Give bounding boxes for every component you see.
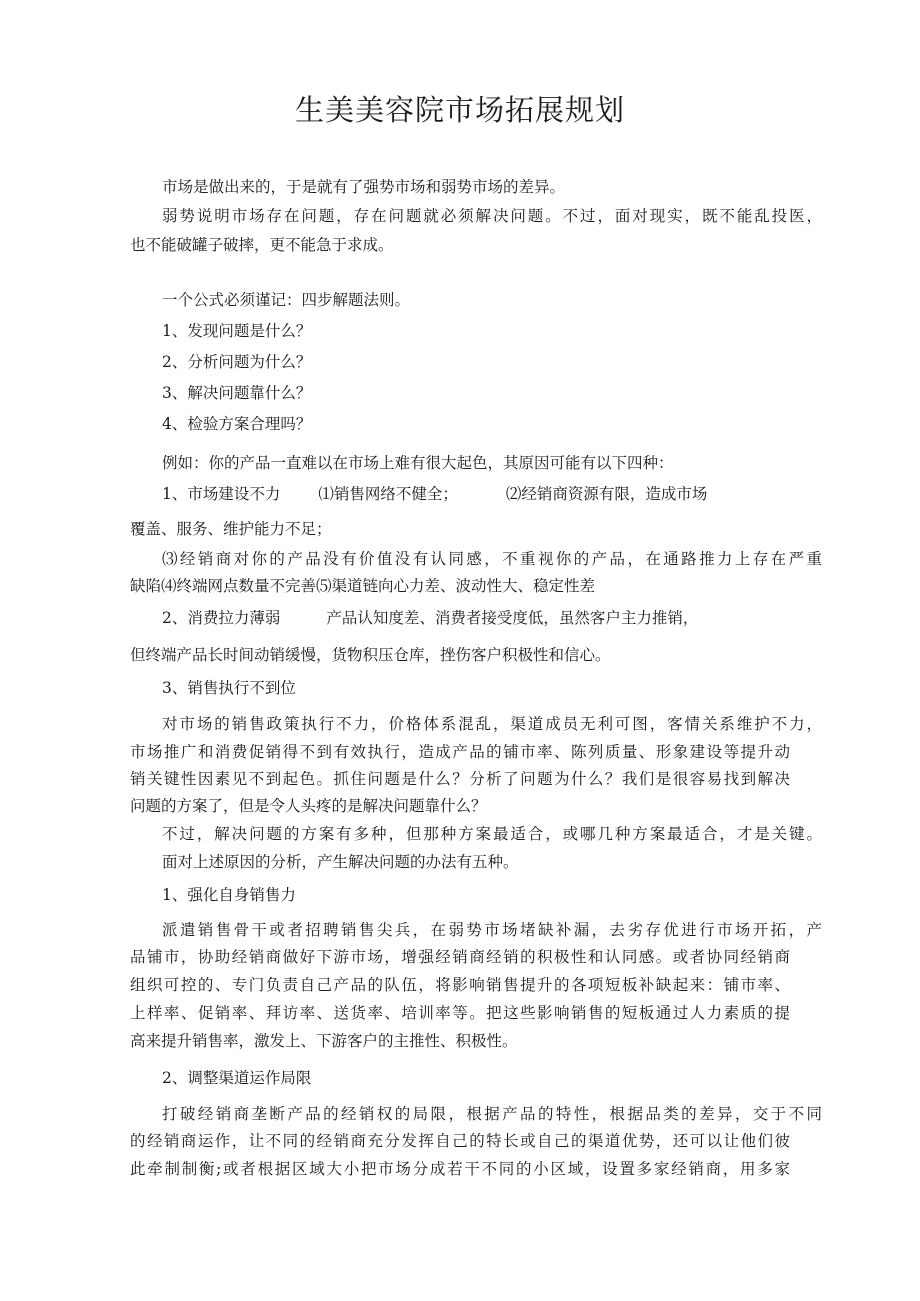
method-1-line: 上样率、促销率、拜访率、送货率、培训率等。把这些影响销售的短板通过人力素质的提 [130, 1004, 790, 1022]
paragraph-line: 对市场的销售政策执行不力，价格体系混乱，渠道成员无利可图，客情关系维护不力， [162, 715, 822, 733]
formula-title: 一个公式必须谨记：四步解题法则。 [162, 291, 411, 309]
paragraph-line: 市场推广和消费促销得不到有效执行，造成产品的铺市率、陈列质量、形象建设等提升动 [130, 743, 790, 761]
method-1-heading: 1、强化自身销售力 [162, 886, 296, 904]
reason-1-item-b: ⑵经销商资源有限，造成市场 [505, 485, 708, 503]
reason-3-heading: 3、销售执行不到位 [162, 679, 296, 697]
step-item: 2、分析问题为什么？ [162, 353, 312, 371]
paragraph-line: 不过，解决问题的方案有多种，但那种方案最适合，或哪几种方案最适合，才是关键。 [162, 825, 822, 843]
method-1-line: 品铺市，协助经销商做好下游市场，增强经销商经销的积极性和认同感。或者协同经销商 [130, 948, 790, 966]
paragraph-line: 销关键性因素见不到起色。抓住问题是什么？分析了问题为什么？我们是很容易找到解决 [130, 770, 790, 788]
step-item: 3、解决问题靠什么？ [162, 384, 312, 402]
reason-1-item-a: ⑴销售网络不健全； [318, 485, 458, 503]
step-item: 4、检验方案合理吗？ [162, 415, 312, 433]
reason-1-line-3: 缺陷⑷终端网点数量不完善⑸渠道链向心力差、波动性大、稳定性差 [130, 577, 596, 595]
method-2-line: 的经销商运作，让不同的经销商充分发挥自己的特长或自己的渠道优势，还可以让他们彼 [130, 1132, 790, 1150]
intro-line: 市场是做出来的，于是就有了强势市场和弱势市场的差异。 [162, 178, 566, 196]
reason-1-continuation: 覆盖、服务、维护能力不足； [130, 520, 332, 538]
reason-2-line [162, 607, 822, 629]
reason-1-heading: 1、市场建设不力 [162, 485, 281, 503]
method-1-line: 派遣销售骨干或者招聘销售尖兵，在弱势市场堵缺补漏，去劣存优进行市场开拓，产 [162, 921, 822, 939]
paragraph-line: 问题的方案了，但是令人头疼的是解决问题靠什么？ [130, 797, 487, 815]
method-1-line: 组织可控的、专门负责自己产品的队伍，将影响销售提升的各项短板补缺起来：铺市率、 [130, 976, 790, 994]
reason-2-continuation: 但终端产品长时间动销缓慢，货物积压仓库，挫伤客户积极性和信心。 [130, 646, 611, 664]
method-2-line: 打破经销商垄断产品的经销权的局限，根据产品的特性，根据品类的差异，交于不同 [162, 1105, 822, 1123]
method-2-heading: 2、调整渠道运作局限 [162, 1069, 312, 1087]
paragraph-line: 面对上述原因的分析，产生解决问题的办法有五种。 [162, 853, 519, 871]
reason-1-line-2: ⑶经销商对你的产品没有价值没有认同感，不重视你的产品，在通路推力上存在严重 [162, 550, 822, 568]
intro-line: 弱势说明市场存在问题，存在问题就必须解决问题。不过，面对现实，既不能乱投医， [162, 207, 822, 225]
method-1-line: 高来提升销售率，激发上、下游客户的主推性、积极性。 [130, 1032, 518, 1050]
page-title: 生美美容院市场拓展规划 [294, 93, 625, 127]
method-2-line: 此牵制制衡;或者根据区域大小把市场分成若干不同的小区域，设置多家经销商，用多家 [130, 1160, 790, 1178]
reason-2-item: 产品认知度差、消费者接受度低，虽然客户主力推销， [326, 609, 699, 627]
example-line: 例如：你的产品一直难以在市场上难有很大起色，其原因可能有以下四种： [162, 454, 674, 472]
reason-2-heading: 2、消费拉力薄弱 [162, 609, 281, 627]
reason-1-line [162, 483, 822, 505]
step-item: 1、发现问题是什么？ [162, 322, 312, 340]
intro-line: 也不能破罐子破摔，更不能急于求成。 [130, 236, 394, 254]
